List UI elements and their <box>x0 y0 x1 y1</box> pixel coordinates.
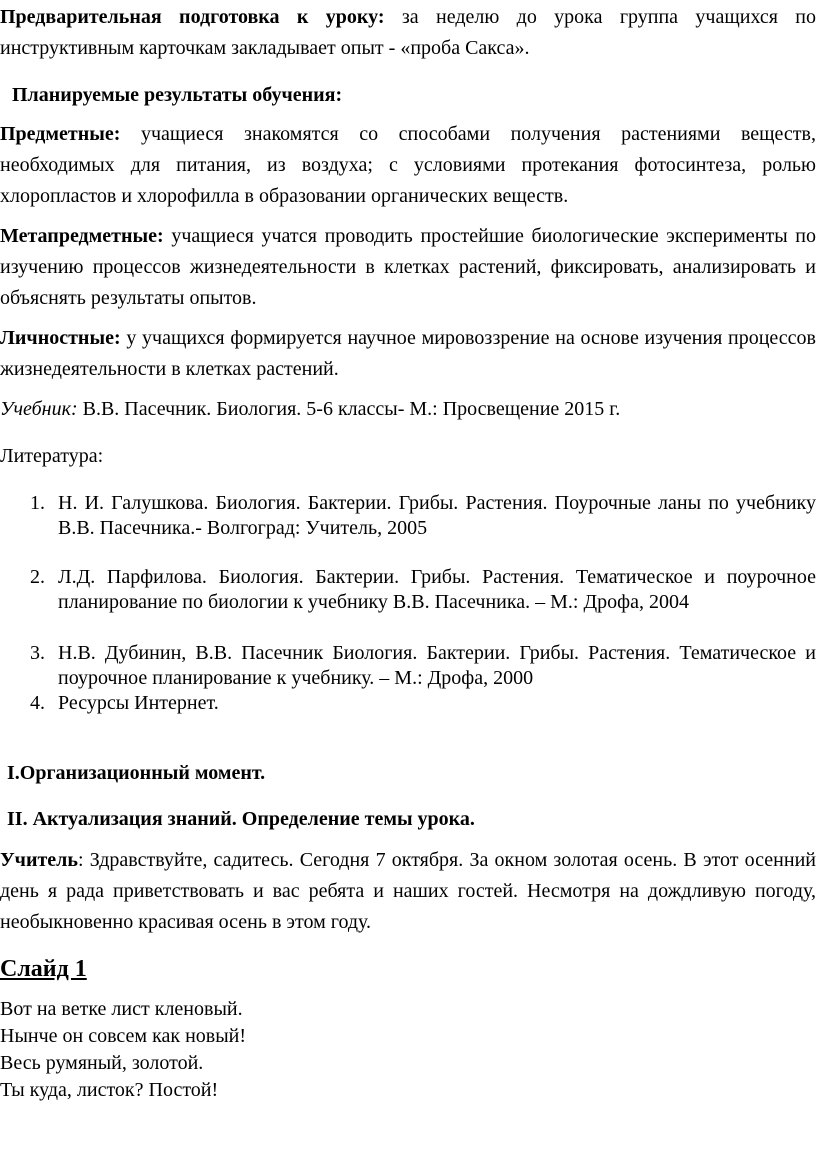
textbook-text: В.В. Пасечник. Биология. 5-6 классы- М.: Просвещение 2015 г. <box>77 398 621 420</box>
prep-label: Предварительная подготовка к уроку: <box>0 6 385 28</box>
teacher-label: Учитель <box>0 849 78 871</box>
section-heading-2: II. Актуализация знаний. Определение темы урока. <box>7 808 475 830</box>
teacher-text: : Здравствуйте, садитесь. Сегодня 7 октября. За окном золотая осень. В этот осенний день я рада приветствовать и вас ребята и наших гостей. Несмотря на дождливую погоду, необыкновенно красивая осень в этом году. <box>0 849 816 933</box>
textbook-label: Учебник: <box>0 398 78 420</box>
poem-line: Нынче он совсем как новый! <box>0 1025 247 1047</box>
results-heading: Планируемые результаты обучения: <box>12 84 343 106</box>
poem-line: Ты куда, листок? Постой! <box>0 1079 219 1101</box>
literature-text: Ресурсы Интернет. <box>58 692 219 714</box>
poem <box>0 996 816 1104</box>
literature-text: Н. И. Галушкова. Биология. Бактерии. Грибы. Растения. Поурочные ланы по учебнику В.В. Пасечника.- Волгоград: Учитель, 2005 <box>58 492 816 539</box>
subject-results-paragraph <box>0 119 816 212</box>
subject-text: учащиеся знакомятся со способами получения растениями веществ, необходимых для питания, из воздуха; с условиями протекания фотосинтеза, ролью хлоропластов и хлорофилла в образовании органических веществ. <box>0 123 816 207</box>
section-heading-1: I.Организационный момент. <box>7 762 266 784</box>
literature-heading: Литература: <box>0 445 104 467</box>
personal-label: Личностные: <box>0 327 121 349</box>
literature-number: 2. <box>30 566 45 588</box>
poem-line: Весь румяный, золотой. <box>0 1052 204 1074</box>
meta-results-paragraph <box>0 221 816 314</box>
literature-number: 4. <box>30 692 45 714</box>
prep-text: за неделю до урока группа учащихся по инструктивным карточкам закладывает опыт - «проба Сакса». <box>0 6 816 59</box>
teacher-paragraph <box>0 845 816 938</box>
slide-title: Слайд 1 <box>0 956 87 982</box>
textbook-line <box>0 394 816 425</box>
personal-text: у учащихся формируется научное мировоззрение на основе изучения процессов жизнедеятельности в клетках растений. <box>0 327 816 380</box>
meta-label: Метапредметные: <box>0 225 164 247</box>
subject-label: Предметные: <box>0 123 121 145</box>
literature-text: Н.В. Дубинин, В.В. Пасечник Биология. Бактерии. Грибы. Растения. Тематическое и поурочное планирование к учебнику. – М.: Дрофа, 2000 <box>58 642 816 689</box>
literature-number: 1. <box>30 492 45 514</box>
poem-line: Вот на ветке лист кленовый. <box>0 998 243 1020</box>
prep-paragraph <box>0 2 816 64</box>
meta-text: учащиеся учатся проводить простейшие биологические эксперименты по изучению процессов жизнедеятельности в клетках растений, фиксировать, анализировать и объяснять результаты опытов. <box>0 225 816 309</box>
personal-results-paragraph <box>0 323 816 385</box>
literature-text: Л.Д. Парфилова. Биология. Бактерии. Грибы. Растения. Тематическое и поурочное планирование по биологии к учебнику В.В. Пасечника. – М.: Дрофа, 2004 <box>58 566 816 613</box>
literature-number: 3. <box>30 642 45 664</box>
